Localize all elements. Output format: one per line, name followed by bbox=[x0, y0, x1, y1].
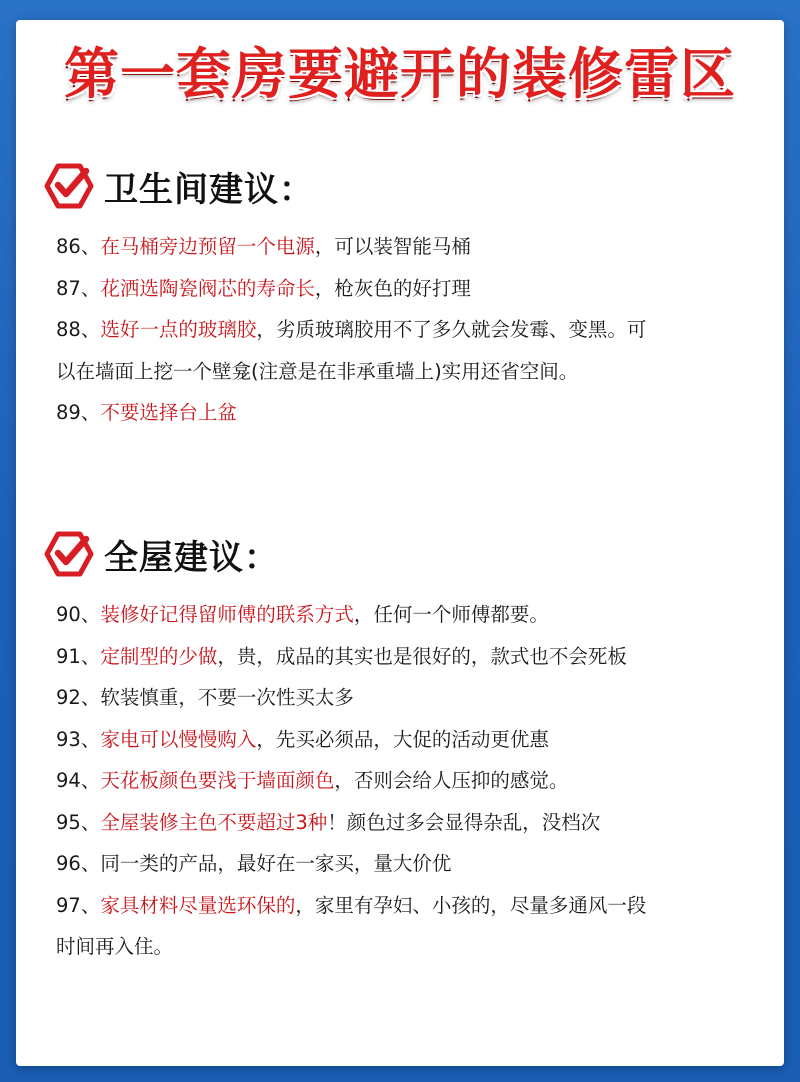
section-header bbox=[44, 160, 764, 212]
item-text: ，否则会给人压抑的感觉。 bbox=[334, 769, 569, 792]
item-text: ，可以装智能马桶 bbox=[314, 235, 471, 258]
item-text: ，家里有孕妇、小孩的，尽量多通风一段 bbox=[295, 893, 647, 917]
item-number: 89、 bbox=[56, 401, 101, 424]
item-text-continued: 时间再入住。 bbox=[56, 935, 174, 958]
section-title: 卫生间建议： bbox=[104, 169, 314, 210]
list-item bbox=[56, 392, 764, 434]
list-item bbox=[56, 268, 764, 310]
list-item bbox=[56, 760, 764, 802]
section-title: 全屋建议： bbox=[104, 537, 279, 578]
item-highlight: 不要选择台上盆 bbox=[100, 401, 237, 424]
hexagon-check-icon bbox=[44, 163, 94, 209]
section-header bbox=[44, 528, 764, 580]
item-number: 97、 bbox=[56, 893, 101, 917]
item-highlight: 装修好记得留师傅的联系方式 bbox=[100, 603, 354, 626]
document-card bbox=[16, 20, 784, 1066]
item-text: ，任何一个师傅都要。 bbox=[353, 603, 549, 626]
item-highlight: 家电可以慢慢购入 bbox=[100, 727, 257, 751]
item-text: ，枪灰色的好打理 bbox=[314, 276, 471, 300]
item-text: ，劣质玻璃胶用不了多久就会发霉、变黑。可 bbox=[256, 318, 647, 341]
item-highlight: 花洒选陶瓷阀芯的寿命长 bbox=[100, 276, 315, 300]
item-text: 同一类的产品，最好在一家买，量大价优 bbox=[100, 852, 452, 875]
list-item bbox=[56, 226, 764, 268]
tips-list bbox=[44, 226, 764, 434]
item-highlight: 天花板颜色要浅于墙面颜色 bbox=[100, 769, 335, 792]
section-bathroom bbox=[44, 160, 764, 434]
item-number: 87、 bbox=[56, 276, 101, 300]
item-number: 96、 bbox=[56, 852, 101, 875]
list-item bbox=[56, 843, 764, 885]
item-text: ！颜色过多会显得杂乱，没档次 bbox=[327, 810, 601, 834]
item-highlight: 定制型的少做 bbox=[100, 644, 218, 668]
tips-list bbox=[44, 594, 764, 968]
list-item bbox=[56, 885, 764, 968]
item-number: 95、 bbox=[56, 810, 101, 834]
list-item bbox=[56, 309, 764, 392]
item-number: 90、 bbox=[56, 603, 101, 626]
item-text: 软装慎重，不要一次性买太多 bbox=[100, 686, 354, 709]
list-item bbox=[56, 636, 764, 678]
item-highlight: 家具材料尽量选环保的 bbox=[100, 893, 296, 917]
item-text-continued: 以在墙面上挖一个壁龛(注意是在非承重墙上)实用还省空间。 bbox=[56, 359, 579, 383]
item-number: 92、 bbox=[56, 686, 101, 709]
item-number: 93、 bbox=[56, 727, 101, 751]
item-highlight: 选好一点的玻璃胶 bbox=[100, 318, 257, 341]
item-highlight: 全屋装修主色不要超过3种 bbox=[100, 810, 328, 834]
list-item bbox=[56, 594, 764, 636]
item-number: 86、 bbox=[56, 235, 101, 258]
item-highlight: 在马桶旁边预留一个电源 bbox=[100, 235, 315, 258]
page-title: 第一套房要避开的装修雷区 bbox=[63, 42, 736, 106]
item-text: ，先买必须品，大促的活动更优惠 bbox=[256, 727, 549, 751]
list-item bbox=[56, 802, 764, 844]
hexagon-check-icon bbox=[44, 531, 94, 577]
item-number: 94、 bbox=[56, 769, 101, 792]
list-item bbox=[56, 677, 764, 719]
section-whole-house bbox=[44, 528, 764, 968]
item-number: 88、 bbox=[56, 318, 101, 341]
list-item bbox=[56, 719, 764, 761]
item-text: ，贵，成品的其实也是很好的，款式也不会死板 bbox=[217, 644, 627, 668]
item-number: 91、 bbox=[56, 644, 101, 668]
